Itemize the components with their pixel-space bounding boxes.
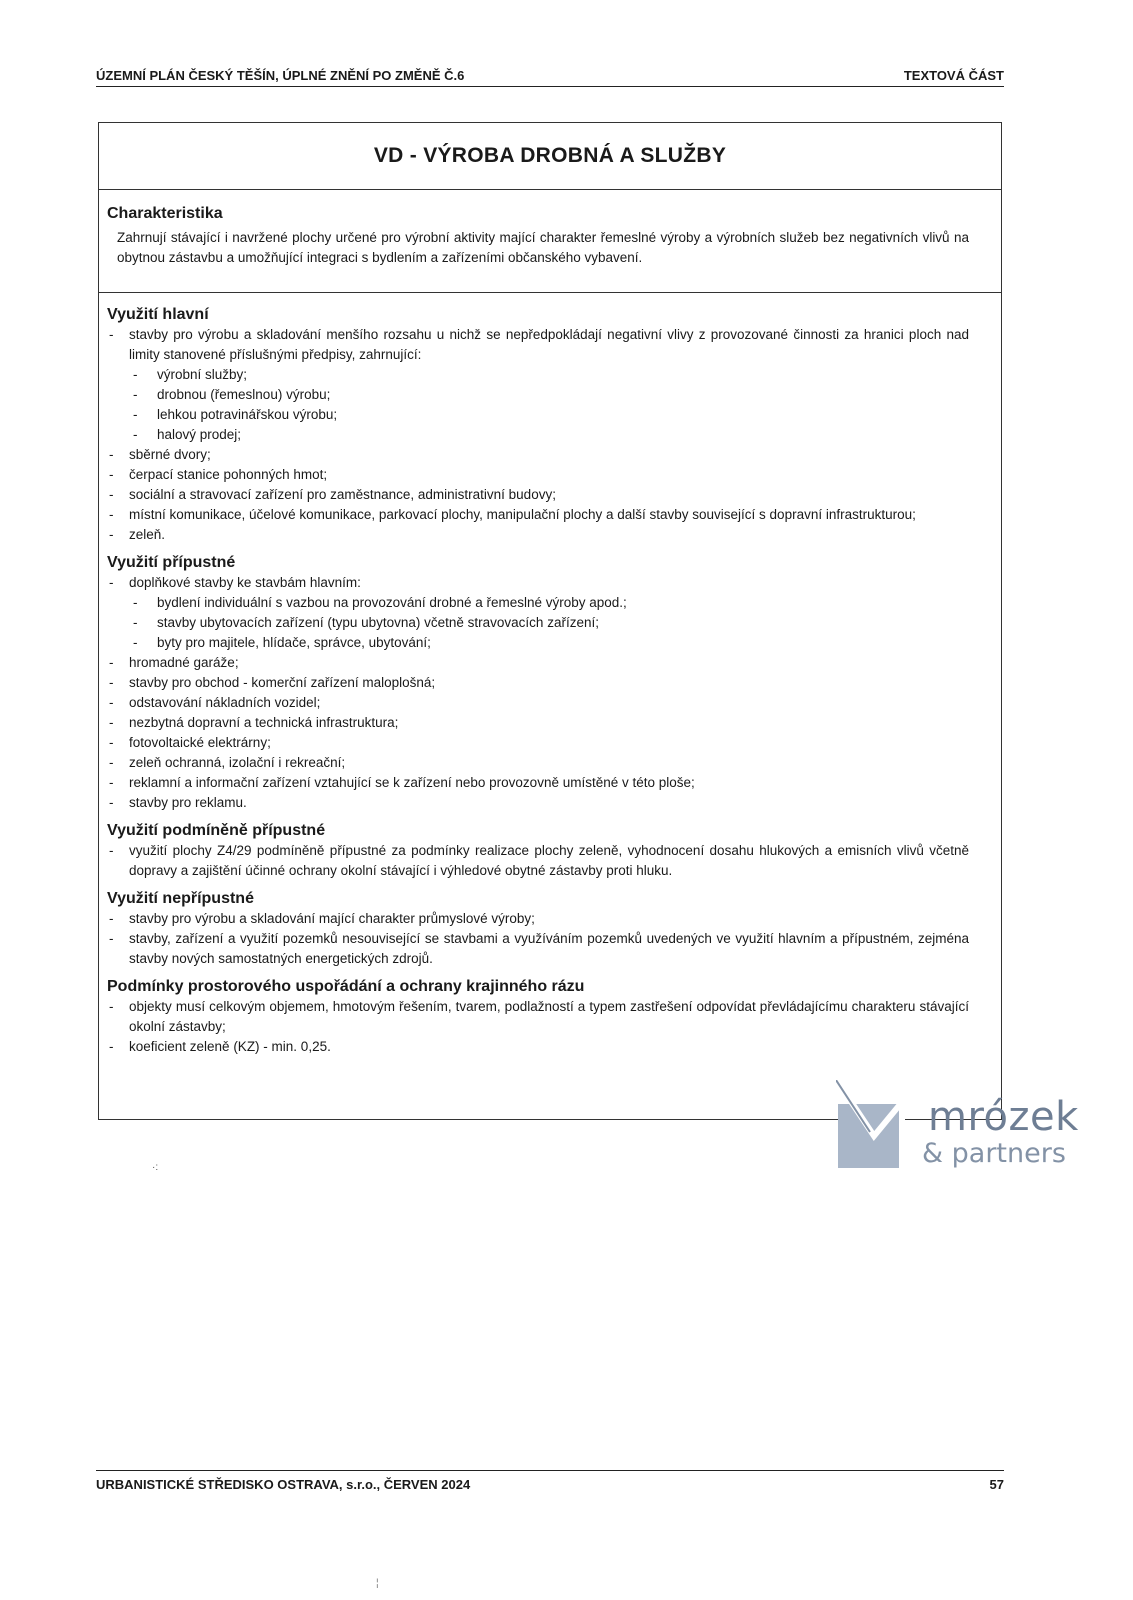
section-heading: Využití podmíněně přípustné (107, 822, 326, 839)
item-list (107, 325, 969, 545)
table-body (99, 293, 1001, 1057)
logo-name: mrózek (928, 1094, 1079, 1140)
section-nepripustne (107, 889, 969, 969)
header-document-title: ÚZEMNÍ PLÁN ČESKÝ TĚŠÍN, ÚPLNÉ ZNĚNÍ PO ZMĚNĚ Č.6 (96, 68, 465, 83)
list-item-text: odstavování nákladních vozidel; (129, 695, 321, 710)
logo-subtitle: & partners (922, 1138, 1066, 1169)
list-item (107, 325, 969, 445)
list-item-text: koeficient zeleně (KZ) - min. 0,25. (129, 1039, 331, 1054)
list-item-text: nezbytná dopravní a technická infrastruktura; (129, 715, 399, 730)
scan-speck: ·: (152, 1162, 159, 1173)
sub-list-item: - drobnou (řemeslnou) výrobu; (129, 385, 969, 405)
list-item-text: čerpací stanice pohonných hmot; (129, 467, 328, 482)
scan-speck: ¦ (376, 1578, 379, 1589)
list-item (107, 793, 969, 813)
list-item-text: místní komunikace, účelové komunikace, parkovací plochy, manipulační plochy a další stavby související s dopravní infrastrukturou; (129, 507, 916, 522)
list-item-text: stavby pro výrobu a skladování menšího rozsahu u nichž se nepředpokládají negativní vlivy z provozované činnosti za hranici ploch nad limity stanovené příslušnými předpisy, zahrnující: (129, 327, 969, 362)
list-item-text: zeleň ochranná, izolační i rekreační; (129, 755, 346, 770)
list-item-text: zeleň. (129, 527, 166, 542)
list-item-text: reklamní a informační zařízení vztahující se k zařízení nebo provozovně umístěné v této ploše; (129, 775, 695, 790)
list-item (107, 733, 969, 753)
list-item-text: stavby pro obchod - komerční zařízení maloplošná; (129, 675, 436, 690)
section-heading: Podmínky prostorového uspořádání a ochrany krajinného rázu (107, 978, 585, 995)
list-item (107, 653, 969, 673)
footer-company-date: URBANISTICKÉ STŘEDISKO OSTRAVA, s.r.o., ČERVEN 2024 (96, 1477, 471, 1492)
sub-list-item: - halový prodej; (129, 425, 969, 445)
header-section-label: TEXTOVÁ ČÁST (903, 68, 1004, 83)
list-item (107, 909, 969, 929)
list-item (107, 713, 969, 733)
section-podminene (107, 821, 969, 881)
section-heading: Využití hlavní (107, 306, 209, 323)
list-item-text: stavby pro reklamu. (129, 795, 247, 810)
list-item-text: sběrné dvory; (129, 447, 211, 462)
list-item (107, 773, 969, 793)
sub-list (129, 593, 969, 653)
list-item-text: stavby pro výrobu a skladování mající charakter průmyslové výroby; (129, 911, 535, 926)
list-item-text: fotovoltaické elektrárny; (129, 735, 271, 750)
list-item-text: hromadné garáže; (129, 655, 239, 670)
sub-list-item: - bydlení individuální s vazbou na provozování drobné a řemeslné výroby apod.; (129, 593, 969, 613)
page-number: 57 (989, 1477, 1004, 1492)
logo-m-icon (836, 1080, 926, 1170)
list-item (107, 465, 969, 485)
list-item (107, 1037, 969, 1057)
item-list (107, 909, 969, 969)
regulation-table (98, 122, 1002, 1120)
list-item (107, 753, 969, 773)
list-item (107, 929, 969, 969)
list-item-text: sociální a stravovací zařízení pro zaměstnance, administrativní budovy; (129, 487, 556, 502)
list-item-text: doplňkové stavby ke stavbám hlavním: (129, 575, 361, 590)
list-item (107, 673, 969, 693)
list-item (107, 525, 969, 545)
list-item (107, 505, 969, 525)
section-paragraph: Zahrnují stávající i navržené plochy určené pro výrobní aktivity mající charakter řemeslné výroby a výrobních služeb bez negativních vlivů na obytnou zástavbu a umožňující integraci s bydlením a zařízeními občanského vybavení. (117, 230, 969, 265)
list-item-text: stavby, zařízení a využití pozemků nesouvisející se stavbami a využíváním pozemků uvedených ve využití hlavním a přípustném, zejména stavby nových samostatných energetických zdrojů. (129, 931, 969, 966)
item-list (107, 997, 969, 1057)
list-item-text: objekty musí celkovým objemem, hmotovým řešením, tvarem, podlažností a typem zastřešení odpovídat převládajícímu charakteru stávající okolní zástavby; (129, 999, 969, 1034)
list-item (107, 573, 969, 653)
item-list (107, 841, 969, 881)
list-item-text: využití plochy Z4/29 podmíněně přípustné za podmínky realizace plochy zeleně, vyhodnocení dosahu hlukových a emisních vlivů včetně dopravy a zajištění účinné ochrany okolní stávající i výhledové obytné zástavby proti hluku. (129, 843, 969, 878)
section-heading: Využití přípustné (107, 554, 236, 571)
section-charakteristika (99, 190, 1001, 293)
sub-list (129, 365, 969, 445)
section-heading: Využití nepřípustné (107, 890, 254, 907)
section-hlavni (107, 305, 969, 545)
list-item (107, 485, 969, 505)
list-item (107, 445, 969, 465)
page-footer (96, 1470, 1004, 1492)
sub-list-item: - byty pro majitele, hlídače, správce, ubytování; (129, 633, 969, 653)
section-podminky (107, 977, 969, 1057)
sub-list-item: - stavby ubytovacích zařízení (typu ubytovna) včetně stravovacích zařízení; (129, 613, 969, 633)
section-pripustne (107, 553, 969, 813)
item-list (107, 573, 969, 813)
list-item (107, 841, 969, 881)
list-item (107, 693, 969, 713)
list-item (107, 997, 969, 1037)
sub-list-item: - lehkou potravinářskou výrobu; (129, 405, 969, 425)
table-title: VD - VÝROBA DROBNÁ A SLUŽBY (99, 123, 1001, 190)
section-heading: Charakteristika (107, 205, 223, 222)
page-header (96, 64, 1004, 87)
sub-list-item: - výrobní služby; (129, 365, 969, 385)
watermark-logo (836, 1080, 1079, 1176)
